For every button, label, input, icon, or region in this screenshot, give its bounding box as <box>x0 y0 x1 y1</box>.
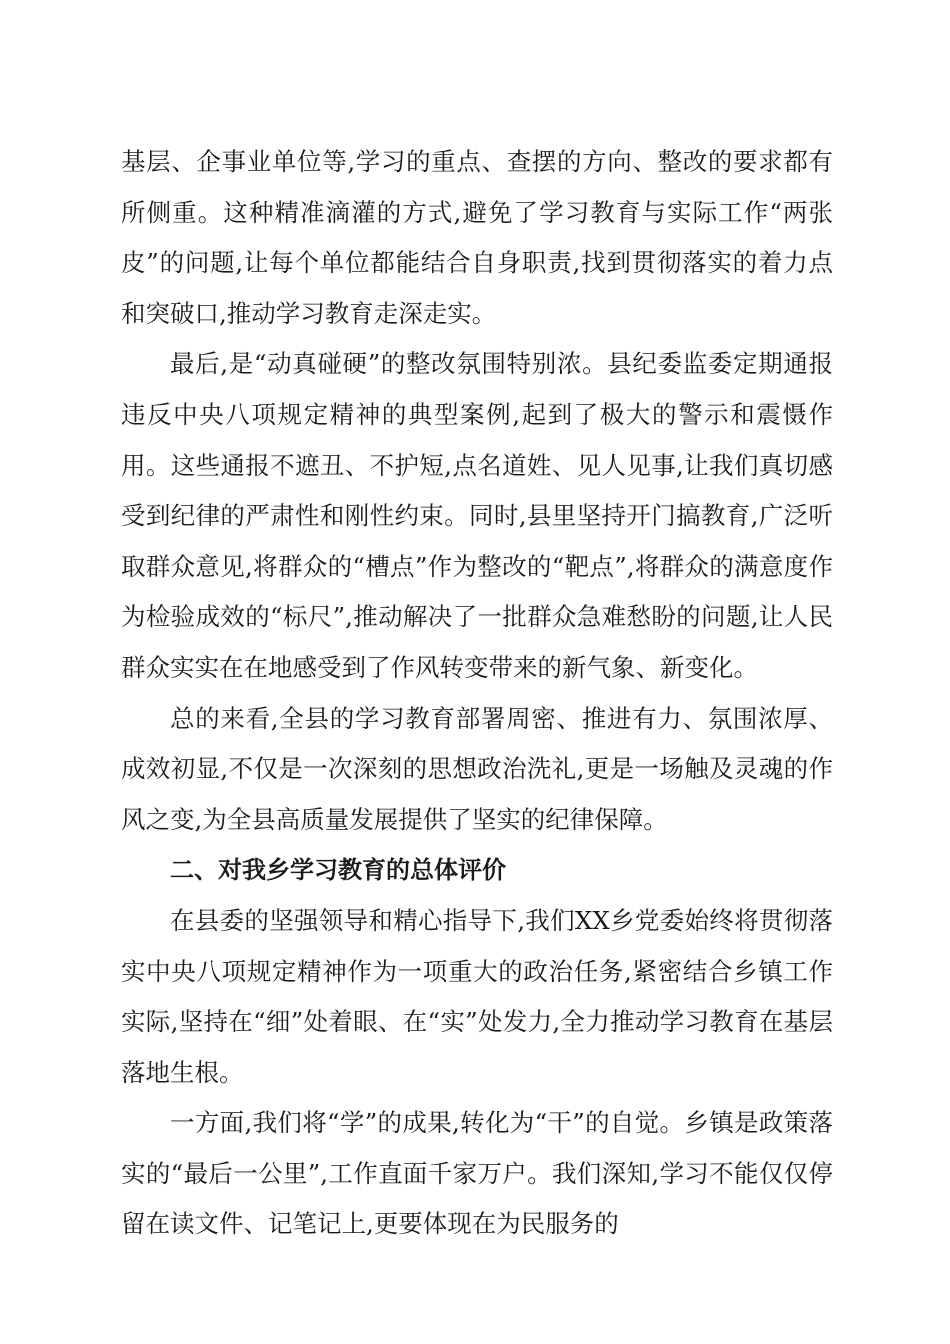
paragraph-township-overview: 在县委的坚强领导和精心指导下,我们XX乡党委始终将贯彻落实中央八项规定精神作为一项重大的政治任务,紧密结合乡镇工作实际,坚持在“细”处着眼、在“实”处发力,全力推动学习教育在基层落地生根。 <box>121 905 833 1087</box>
paragraph-learn-to-do: 一方面,我们将“学”的成果,转化为“干”的自觉。乡镇是政策落实的“最后一公里”,工作直面千家万户。我们深知,学习不能仅仅停留在读文件、记笔记上,更要体现在为民服务的 <box>121 1108 833 1239</box>
document-body <box>121 137 833 1250</box>
section-heading: 二、对我乡学习教育的总体评价 <box>170 856 506 885</box>
paragraph-rectification: 最后,是“动真碰硬”的整改氛围特别浓。县纪委监委定期通报违反中央八项规定精神的典型案例,起到了极大的警示和震慑作用。这些通报不遮丑、不护短,点名道姓、见人见事,让我们真切感受到纪律的严肃性和刚性约束。同时,县里坚持开门搞教育,广泛听取群众意见,将群众的“槽点”作为整改的“靶点”,将群众的满意度作为检验成效的“标尺”,推动解决了一批群众急难愁盼的问题,让人民群众实实在在地感受到了作风转变带来的新气象、新变化。 <box>121 349 833 682</box>
paragraph-continued: 基层、企事业单位等,学习的重点、查摆的方向、整改的要求都有所侧重。这种精准滴灌的方式,避免了学习教育与实际工作“两张皮”的问题,让每个单位都能结合自身职责,找到贯彻落实的着力点和突破口,推动学习教育走深走实。 <box>121 147 833 328</box>
paragraph-summary: 总的来看,全县的学习教育部署周密、推进有力、氛围浓厚、成效初显,不仅是一次深刻的思想政治洗礼,更是一场触及灵魂的作风之变,为全县高质量发展提供了坚实的纪律保障。 <box>121 703 833 834</box>
